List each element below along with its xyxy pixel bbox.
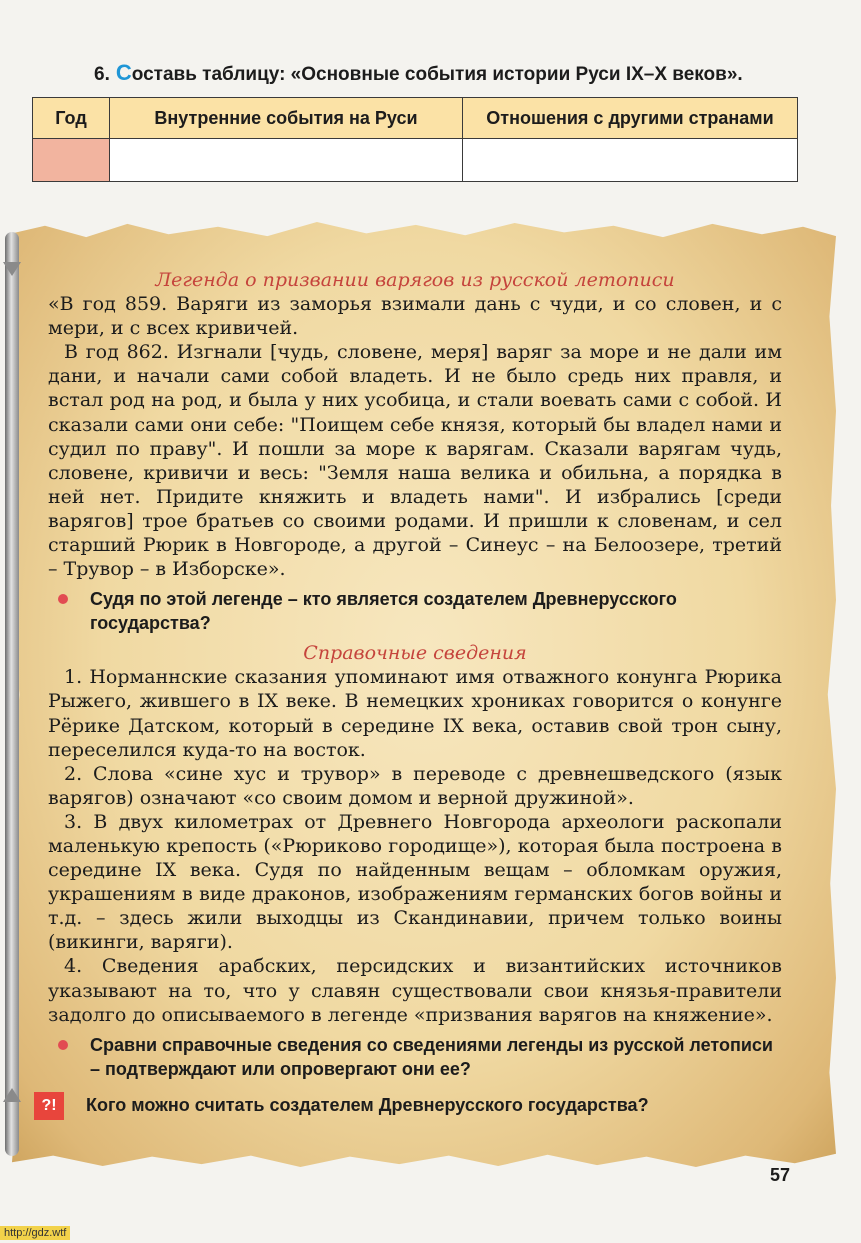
- text-block: [48, 268, 782, 1087]
- table-cell: [463, 139, 798, 182]
- problem-badge-icon: ?!: [34, 1092, 64, 1120]
- table-cell: [110, 139, 463, 182]
- final-question-text: Кого можно считать создателем Древнерусского государства?: [86, 1094, 649, 1115]
- legend-title: Легенда о призвании варягов из русской летописи: [155, 269, 675, 291]
- col-foreign: Отношения с другими странами: [463, 98, 798, 139]
- arrow-down-icon: [3, 262, 21, 276]
- reference-item-3: 3. В двух километрах от Древнего Новгорода археологи раскопали маленькую крепость («Рюриково городище»), которая была построена в середине IX века. Судя по найденным вещам – обломкам оружия, украшениям в виде драконов, изображениям германских богов войны и т.д. – здесь жили выходцы из Скандинавии, причем только воины (викинги, варяги).: [48, 810, 782, 954]
- bullet-icon: [58, 594, 68, 604]
- task-capital-letter: С: [115, 60, 132, 85]
- legend-question: Судя по этой легенде – кто является создателем Древнерусского государства?: [48, 587, 782, 635]
- task-heading: [94, 60, 743, 86]
- watermark: http://gdz.wtf: [0, 1226, 70, 1240]
- reference-question: Сравни справочные сведения со сведениями легенды из русской летописи – подтверждают или опровергают они ее?: [48, 1033, 782, 1081]
- events-table: [32, 97, 798, 182]
- task-text: оставь таблицу: «Основные события истории Руси IX–X веков».: [131, 64, 743, 85]
- reference-title: Справочные сведения: [303, 642, 527, 665]
- task-number: 6.: [94, 64, 110, 85]
- arrow-up-icon: [3, 1088, 21, 1102]
- col-year: Год: [33, 98, 110, 139]
- table-cell: [33, 139, 110, 182]
- reference-item-4: 4. Сведения арабских, персидских и византийских источников указывают на то, что у славян существовали свои князья-правители задолго до описываемого в легенде «призвания варягов на княжение».: [48, 955, 782, 1026]
- legend-paragraph-2: В год 862. Изгнали [чудь, словене, меря] варяг за море и не дали им дани, и начали сами собой владеть. И не было средь них правля, и встал род на род, и была у них усобица, и стали воевать сами с собой. И сказали сами они себе: "Поищем себе князя, который бы владел нами и судил по праву". И пошли за море к варягам. Сказали варягам чудь, словене, кривичи и весь: "Земля наша велика и обильна, а порядка в ней нет. Придите княжить и владеть нами". И избрались [среди варягов] трое братьев со своими родами. И пришли к словенам, и сел старший Рюрик в Новгороде, а другой – Синеус – на Белоозере, третий – Трувор – в Изборске».: [48, 341, 782, 581]
- reference-item-2: 2. Слова «сине хус и трувор» в переводе с древнешведского (язык варягов) означают «со своим домом и верной дружиной».: [48, 762, 782, 809]
- bullet-icon: [58, 1040, 68, 1050]
- legend-paragraph-1: «В год 859. Варяги из заморья взимали дань с чуди, и со словен, и с мери, и с всех кривичей.: [48, 293, 782, 340]
- reference-item-1: 1. Норманнские сказания упоминают имя отважного конунга Рюрика Рыжего, жившего в IX веке. В немецких хрониках говорится о конунге Рёрике Датском, который в середине IX века, оставив свой трон сыну, переселился куда-то на восток.: [48, 666, 782, 761]
- page-number: 57: [770, 1165, 791, 1185]
- side-scroll-bar: [5, 232, 19, 1156]
- col-internal: Внутренние события на Руси: [110, 98, 463, 139]
- final-question: [34, 1092, 794, 1120]
